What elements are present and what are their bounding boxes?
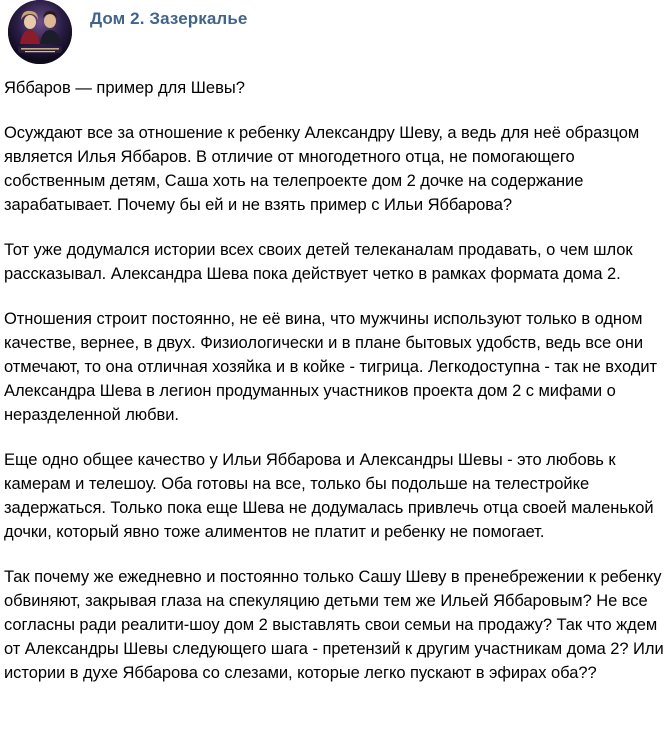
post-paragraph: Еще одно общее качество у Ильи Яббарова и Александры Шевы - это любовь к камерам и телешоу. Оба готовы на все, только бы подольше на телестройке задержаться. Только пока еще Шева не додумалась привлечь отца своей маленькой дочки, который явно тоже алиментов не платит и ребенку не помогает. xyxy=(4,451,654,541)
post-body xyxy=(4,76,666,685)
community-avatar-icon xyxy=(8,0,72,64)
community-avatar[interactable] xyxy=(8,0,72,64)
post-title: Яббаров — пример для Шевы? xyxy=(4,79,245,97)
post-header xyxy=(4,0,664,74)
community-name-link[interactable]: Дом 2. Зазеркалье xyxy=(90,9,248,28)
post-paragraph: Тот уже додумался истории всех своих детей телеканалам продавать, о чем шлок рассказывал. Александра Шева пока действует четко в рамках формата дома 2. xyxy=(4,241,633,283)
post-paragraph: Осуждают все за отношение к ребенку Александру Шеву, а ведь для неё образцом является Илья Яббаров. В отличие от многодетного отца, не помогающего собственным детям, Саша хоть на телепроекте дом 2 дочке на содержание зарабатывает. Почему бы ей и не взять пример с Ильи Яббарова? xyxy=(4,124,640,214)
post-paragraph: Отношения строит постоянно, не её вина, что мужчины используют только в одном качестве, вернее, в двух. Физиологически и в плане бытовых удобств, ведь все они отмечают, то она отличная хозяйка и в койке - тигрица. Легкодоступна - так не входит Александра Шева в легион продуманных участников проекта дом 2 с мифами о неразделенной любви. xyxy=(4,310,657,424)
post-paragraph: Так почему же ежедневно и постоянно только Сашу Шеву в пренебрежении к ребенку обвиняют, закрывая глаза на спекуляцию детьми тем же Ильей Яббаровым? Не все согласны ради реалити-шоу дом 2 выставлять свои семьи на продажу? Так что ждем от Александры Шевы следующего шага - претензий к другим участникам дома 2? Или истории в духе Яббарова со слезами, которые легко пускают в эфирах оба?? xyxy=(4,568,664,682)
